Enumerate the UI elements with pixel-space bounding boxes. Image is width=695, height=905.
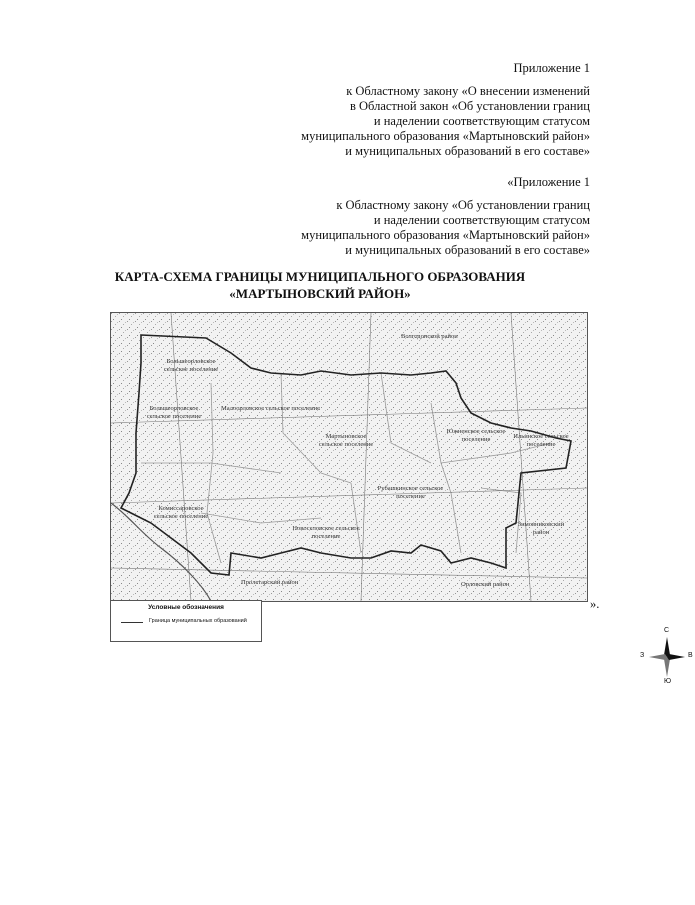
map-label-settlement: Ильинское сельское поселение (513, 433, 569, 448)
appendix-1-line: и наделении соответствующим статусом (373, 114, 590, 128)
map-label-settlement: Южненское сельское поселение (446, 428, 506, 443)
compass-east: В (688, 652, 693, 659)
legend-item-label: Граница муниципальных образований (149, 618, 247, 624)
map-label-settlement: Новоселовское сельское поселение (292, 525, 360, 540)
compass-north: С (664, 627, 670, 634)
map-background (111, 313, 587, 601)
appendix-1-line: в Областной закон «Об установлении границ (349, 99, 590, 113)
appendix-2-line: и муниципальных образований в его составе» (345, 243, 590, 257)
map-label-district-southeast: Орловский район (461, 581, 510, 588)
map-label-settlement: Большеорловское сельское поселение (146, 405, 202, 420)
map-label-settlement: Мартыновское сельское поселение (318, 433, 374, 448)
compass-west: З (640, 652, 645, 659)
appendix-2-heading: «Приложение 1 (507, 175, 590, 189)
map-label-settlement: Рубашкинское сельское поселение (377, 485, 444, 500)
closing-quote: ». (590, 597, 600, 611)
map-label-settlement: Малоорловское сельское поселение (221, 405, 321, 412)
compass-rose (639, 627, 695, 687)
appendix-1-header (301, 61, 590, 159)
appendix-1-line: к Областному закону «О внесении изменений (346, 84, 590, 98)
map-label-district-south: Пролетарский район (241, 579, 299, 586)
map-label-settlement: Большеорловское сельское поселение (163, 358, 219, 373)
compass-south: Ю (664, 678, 672, 685)
appendix-2-header (301, 175, 590, 258)
map-title-line-2: «МАРТЫНОВСКИЙ РАЙОН» (229, 286, 411, 301)
legend-border-symbol (121, 622, 143, 623)
map-title-line-1: КАРТА-СХЕМА ГРАНИЦЫ МУНИЦИПАЛЬНОГО ОБРАЗОВАНИЯ (114, 269, 526, 284)
legend-title: Условные обозначения (148, 604, 224, 611)
map-legend (110, 600, 262, 642)
map-title (0, 268, 640, 302)
appendix-1-line: и муниципальных образований в его составе» (345, 144, 590, 158)
map-label-district-east: Зимовниковский район (517, 521, 565, 536)
appendix-2-line: и наделении соответствующим статусом (373, 213, 590, 227)
appendix-2-line: к Областному закону «Об установлении границ (336, 198, 590, 212)
appendix-1-line: муниципального образования «Мартыновский район» (301, 129, 590, 143)
map-label-settlement: Комиссаровское сельское поселение (153, 505, 209, 520)
appendix-1-heading: Приложение 1 (513, 61, 590, 75)
map-label-north-district: Волгодонской район (401, 333, 458, 340)
appendix-2-line: муниципального образования «Мартыновский район» (301, 228, 590, 242)
